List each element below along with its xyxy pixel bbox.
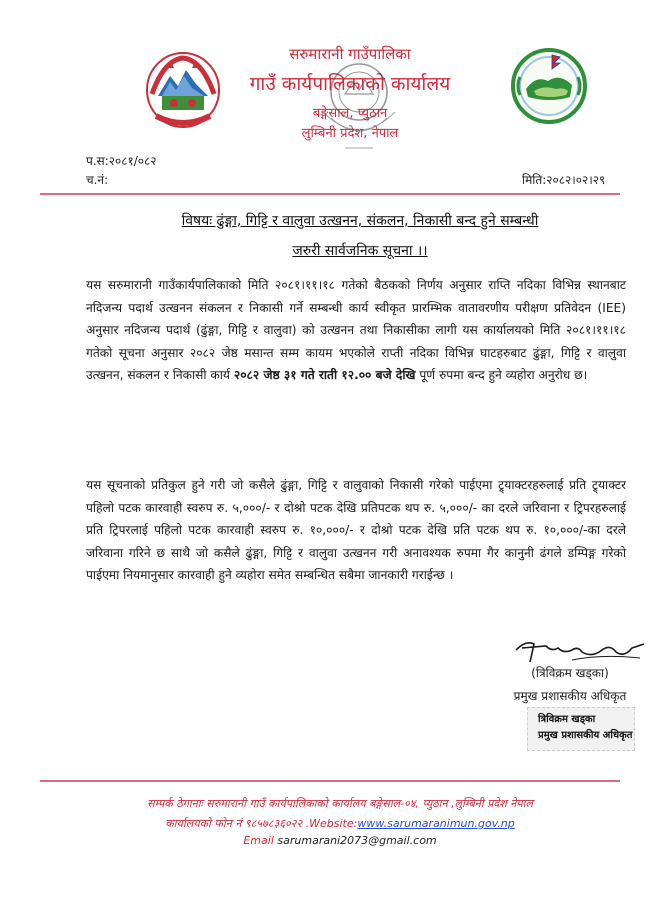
stamp-name: त्रिविक्रम खड्का — [538, 714, 596, 725]
signatory-title: प्रमुख प्रशासकीय अधिकृत — [513, 689, 627, 703]
office-seal-icon — [315, 58, 403, 158]
footer-divider — [40, 780, 620, 782]
municipality-logo-icon — [510, 47, 588, 125]
handwritten-signature — [512, 636, 652, 666]
office-address: बङ्गेसाल, प्युठान — [312, 106, 388, 121]
issue-date: मिति:२०८२।०२।२९ — [522, 173, 606, 187]
email-label: Email — [243, 834, 274, 847]
notice-heading — [150, 241, 570, 260]
email-address[interactable]: sarumarani2073@gmail.com — [277, 834, 437, 847]
contact-phone-website: कार्यालयको फोन नं ९८५७८३६०२२ .Website:www.sarumaranimun.gov.np — [165, 817, 515, 830]
office-title: गाउँ कार्यपालिकाको कार्यालय — [249, 73, 451, 95]
contact-address: सम्पर्क ठेगानाः सरुमारानी गाउँ कार्यपालिकाको कार्यालय बङ्गेसाल-०४, प्युठान ,लुम्बिनी प्रदेश नेपाल — [147, 797, 533, 810]
closure-deadline: २०८२ जेष्ठ ३१ गते राती १२.०० बजे देखि — [233, 368, 416, 383]
header-divider — [40, 193, 620, 195]
body-paragraph-2: यस सूचनाको प्रतिकुल हुने गरी जो कसैले ढुंङ्गा, गिट्टि र वालुवाको निकासी गरेको पाईएमा ट्र्याक्टरहरुलाई प्रति ट्र्याक्टर पहिलो पटक कारवाही स्वरुप रु. ५,०००/- र दोश्रो पटक देखि प्रतिपटक थप रु. ५,०००/- का दरले जरिवाना र ट्रिपरहरुलाई प्रति ट्रिपरलाई पहिलो पटक कारवाही स्वरुप रु. १०,०००/- र दोश्रो पटक देखि प्रति पटक थप रु. १०,०००/-का दरले जरिवाना गरिने छ साथै जो कसैले ढुंङ्गा, गिट्टि र वालुवा उत्खनन गरी अनावश्यक रुपमा गैर कानुनी ढंगले डम्पिङ्ग गरेको पाईएमा नियमानुसार कारवाही हुने व्यहोरा समेत सम्बन्धित सबैमा जानकारी गराईन्छ । — [86, 478, 626, 583]
subject-line: विषयः ढुंङ्गा, गिट्टि र वालुवा उत्खनन, संकलन, निकासी बन्द हुने सम्बन्धी — [181, 213, 539, 229]
body-paragraph-1: यस सरुमारानी गाउँकार्यपालिकाको मिति २०८१।११।१८ गतेको बैठकको निर्णय अनुसार राप्ति नदिका विभिन्न स्थानबाट नदिजन्य पदार्थ उत्खनन संकलन र निकासी गर्ने सम्बन्धी कार्य स्वीकृत प्रारम्भिक वातावरणीय परीक्षण प्रतिवेदन (IEE) अनुसार नदिजन्य पदार्थ (ढुंङ्गा, गिट्टि र वालुवा) को उत्खनन तथा निकासीका लागी यस कार्यालयको मिति २०८१।११।१८ गतेको सूचना अनुसार २०८२ जेष्ठ मसान्त सम्म कायम भएकोले राप्ती नदिका विभिन्न घाटहरुबाट ढुंङ्गा, गिट्टि र वालुवा उत्खनन, संकलन र निकासी कार्य २०८२ जेष्ठ ३१ गते राती १२.०० बजे देखि पूर्ण रुपमा बन्द हुने व्यहोरा अनुरोध छ। — [86, 278, 626, 383]
contact-email — [60, 834, 620, 847]
nepal-emblem-icon — [144, 50, 222, 130]
stamp-title: प्रमुख प्रशासकीय अधिकृत — [538, 730, 633, 741]
dispatch-number: च.नं: — [86, 173, 109, 187]
notice-subject — [150, 211, 570, 230]
municipality-name: सरुमारानी गाउँपालिका — [289, 45, 411, 63]
reference-number: प.स:२०८१/०८२ — [86, 154, 157, 168]
website-link[interactable]: www.sarumaranimun.gov.np — [357, 817, 515, 830]
official-name-stamp — [527, 707, 635, 751]
province-address: लुम्बिनी प्रदेश, नेपाल — [301, 126, 399, 141]
heading-line: जरुरी सार्वजनिक सूचना ।। — [292, 243, 428, 259]
signatory-name: (त्रिविक्रम खड्का) — [531, 666, 609, 680]
